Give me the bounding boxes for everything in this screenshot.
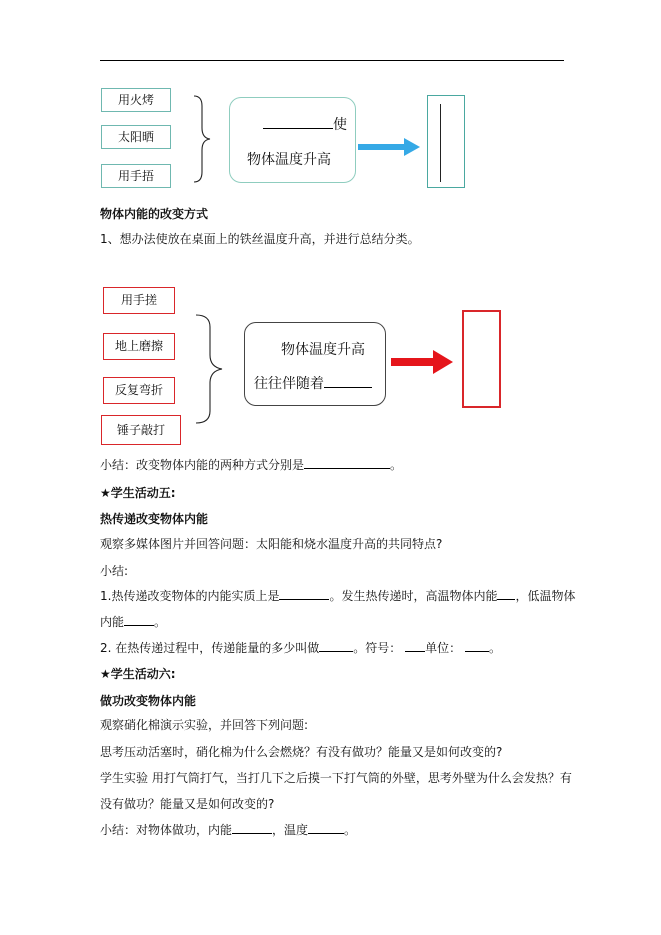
method-box-rub-hands: 用手搓	[103, 287, 175, 314]
activity-5-heading: ★学生活动五:	[100, 486, 176, 500]
blank-line-with-shi	[263, 115, 347, 135]
point-1-text-a: 1.热传递改变物体的内能实质上是	[100, 589, 280, 603]
result-text: 物体温度升高	[247, 152, 331, 168]
observe-question-1: 观察多媒体图片并回答问题：太阳能和烧水温度升高的共同特点?	[100, 537, 443, 551]
point-2-text-a: 2. 在热传递过程中，传递能量的多少叫做	[100, 641, 320, 655]
result-box-2	[244, 322, 386, 406]
point-2-text-c: 单位：	[425, 641, 462, 655]
answer-inner-line	[440, 104, 441, 182]
method-box-hand: 用手捂	[101, 164, 171, 188]
summary-3-text-c: 。	[344, 823, 357, 837]
fill-blank	[232, 821, 272, 834]
point-1-line-2	[100, 613, 166, 631]
think-question: 思考压动活塞时，硝化棉为什么会燃烧？有没有做功？能量又是如何改变的?	[100, 745, 503, 759]
method-box-bending: 反复弯折	[103, 377, 175, 404]
fill-blank	[497, 587, 515, 600]
accompany-line	[254, 374, 372, 394]
brace-icon-2	[192, 313, 232, 425]
summary-1-text: 小结：改变物体内能的两种方式分别是	[100, 458, 305, 472]
summary-1-end: 。	[390, 458, 403, 472]
method-box-fire: 用火烤	[101, 88, 171, 112]
fill-blank	[124, 613, 154, 626]
shi-text: 使	[333, 117, 347, 133]
answer-box	[427, 95, 465, 188]
method-box-sun: 太阳晒	[101, 125, 171, 149]
summary-3	[100, 821, 356, 839]
experiment-line-2: 没有做功？能量又是如何改变的?	[100, 797, 275, 811]
summary-3-text-b: ，温度	[272, 823, 309, 837]
fill-blank	[304, 456, 390, 469]
fill-blank	[263, 116, 333, 129]
header-rule	[100, 60, 564, 61]
accompany-text: 往往伴随着	[254, 376, 324, 392]
point-1-text-c: ，低温物体	[515, 589, 576, 603]
method-box-ground-friction: 地上磨擦	[103, 333, 175, 360]
point-1-line-1	[100, 587, 575, 605]
point-1-text-d: 内能	[100, 615, 125, 629]
observe-question-2: 观察硝化棉演示实验，并回答下列问题:	[100, 718, 309, 732]
fill-blank	[308, 821, 344, 834]
heat-transfer-title: 热传递改变物体内能	[100, 512, 209, 526]
summary-3-text-a: 小结：对物体做功，内能	[100, 823, 233, 837]
arrow-right-icon	[358, 137, 422, 157]
experiment-line-1: 学生实验 用打气筒打气，当打几下之后摸一下打气筒的外壁，思考外壁为什么会发热？有	[100, 771, 572, 785]
point-1-text-b: 。发生热传递时，高温物体内能	[329, 589, 498, 603]
point-2-text-d: 。	[488, 641, 501, 655]
point-1-text-e: 。	[154, 615, 167, 629]
fill-blank	[405, 639, 425, 652]
fill-blank	[279, 587, 329, 600]
arrow-right-icon-2	[391, 350, 455, 374]
fill-blank	[465, 639, 489, 652]
summary-1	[100, 456, 402, 474]
fill-blank-2	[324, 375, 372, 388]
point-2-text-b: 。符号：	[353, 641, 402, 655]
result-box	[229, 97, 356, 183]
activity-6-heading: ★学生活动六:	[100, 667, 176, 681]
fill-blank	[319, 639, 353, 652]
result-text-2: 物体温度升高	[281, 342, 365, 358]
work-title: 做功改变物体内能	[100, 694, 197, 708]
method-box-hammer: 锤子敲打	[101, 415, 181, 445]
summary-label: 小结:	[100, 564, 129, 578]
answer-box-2	[462, 310, 501, 408]
point-2	[100, 639, 501, 657]
section-title: 物体内能的改变方式	[100, 207, 209, 221]
brace-icon	[188, 94, 218, 184]
question-1: 1、想办法使放在桌面上的铁丝温度升高，并进行总结分类。	[100, 232, 420, 246]
